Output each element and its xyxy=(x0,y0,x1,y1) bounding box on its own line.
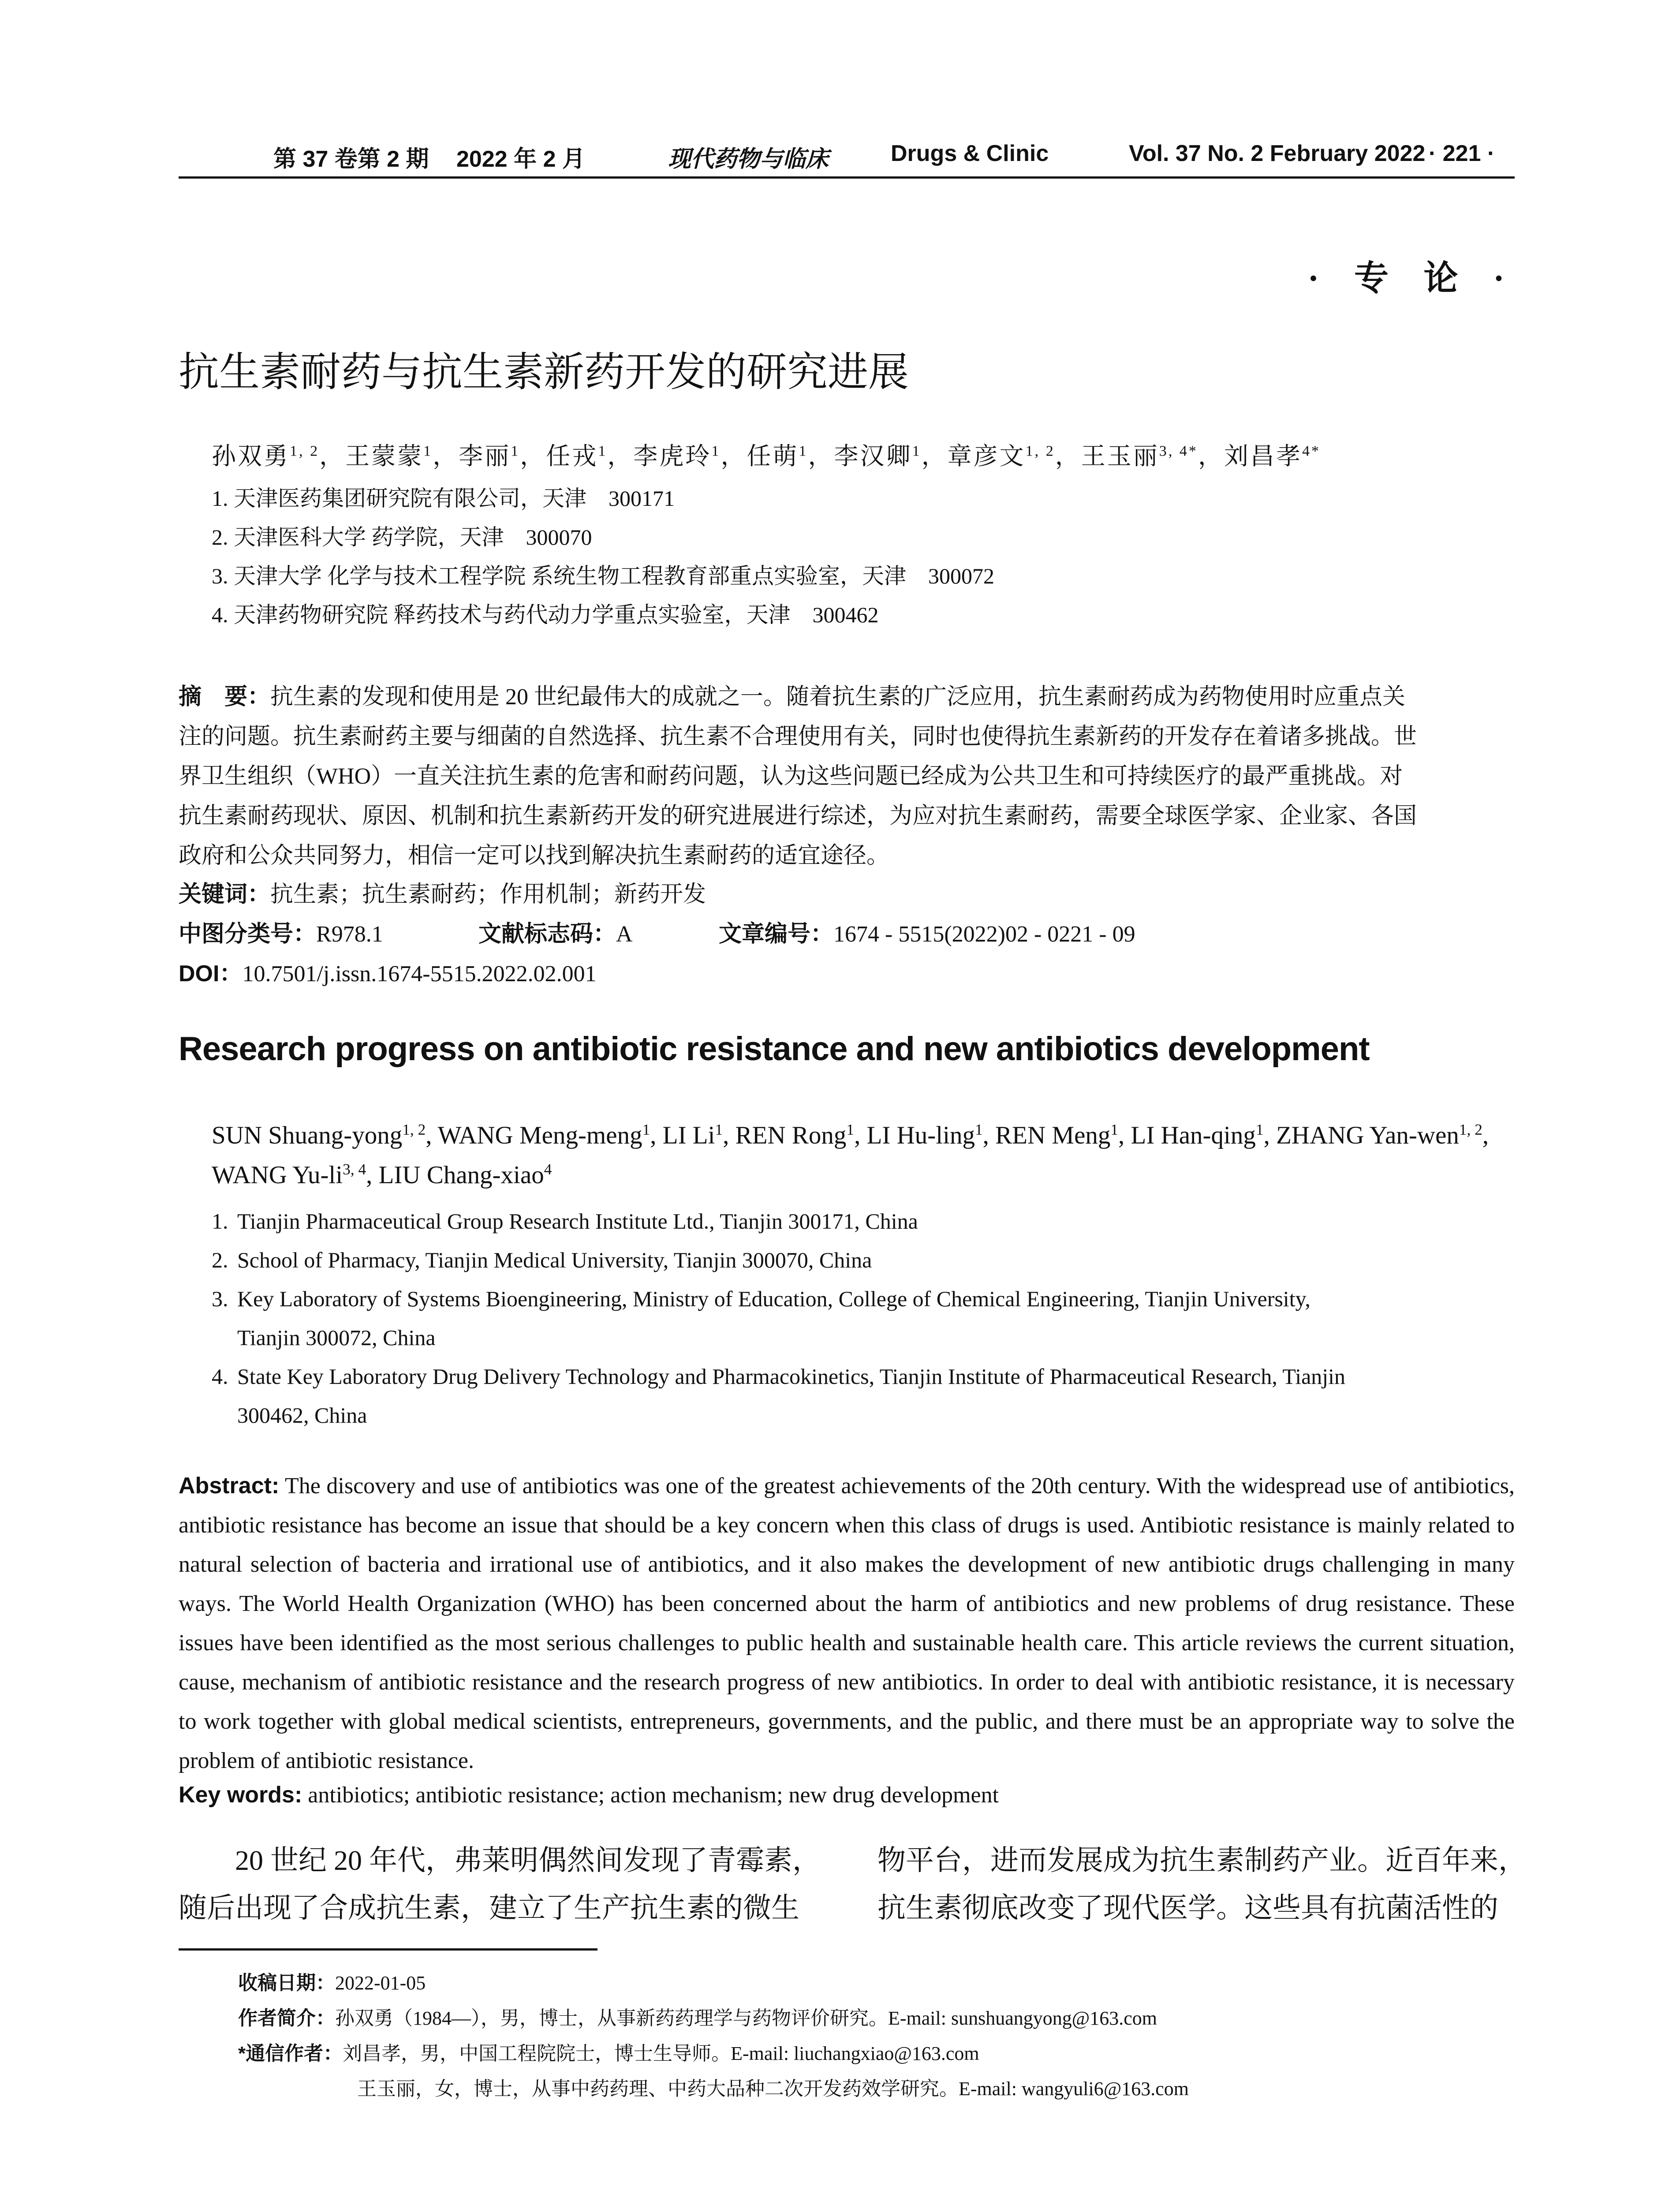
en-abstract-text: The discovery and use of antibiotics was one of the greatest achievements of the 20th century. With the widespread use of antibiotics, antibiotic resistance has become an issue that should be a key concern when this class of drugs is used. Antibiotic resistance is mainly related to natural selection of bacteria and irrational use of antibiotics, and it also makes the development of new antibiotic drugs challenging in many ways. The World Health Organization (WHO) has been concerned about the harm of antibiotics and new problems of drug resistance. These issues have been identified as the most serious challenges to public health and sustainable health care. This article reviews the current situation, cause, mechanism of antibiotic resistance and the research progress of new antibiotics. In order to deal with antibiotic resistance, it is necessary to work together with global medical scientists, entrepreneurs, governments, and the public, and there must be an appropriate way to solve the problem of antibiotic resistance. xyxy=(179,1473,1515,1773)
cn-affiliation-4: 4. 天津药物研究院 释药技术与药代动力学重点实验室，天津 300462 xyxy=(212,602,879,627)
en-keywords-text: antibiotics; antibiotic resistance; action mechanism; new drug development xyxy=(308,1783,999,1808)
clc-label: 中图分类号： xyxy=(179,921,317,947)
en-authors: SUN Shuang-yong$^{1, 2}$, WANG Meng-meng$^1$, LI Li$^1$, REN Rong$^1$, LI Hu-ling$^1$, REN Meng$^1$, LI Han-qing$^1$, ZHANG Yan-wen$^{1, 2}$, WANG Yu-li$^{3, 4}$, LIU Chang-xiao$^4$ xyxy=(212,1121,1489,1189)
cn-abstract-line: 抗生素的发现和使用是 20 世纪最伟大的成就之一。随着抗生素的广泛应用，抗生素耐药成为药物使用时应重点关 xyxy=(270,684,1406,710)
cn-abstract-line: 界卫生组织（WHO）一直关注抗生素的危害和耐药问题，认为这些问题已经成为公共卫生和可持续医疗的最严重挑战。对 xyxy=(179,764,1403,789)
doc-code-value: A xyxy=(616,922,633,947)
article-number-value: 1674 - 5515(2022)02 - 0221 - 09 xyxy=(833,922,1135,947)
header-journal-cn: 现代药物与临床 xyxy=(668,147,829,172)
en-title: Research progress on antibiotic resistance and new antibiotics development xyxy=(179,1030,1370,1068)
cn-author: 王玉丽$^{3, 4*}$ xyxy=(1081,443,1198,470)
cn-keywords-text: 抗生素；抗生素耐药；作用机制；新药开发 xyxy=(270,882,706,907)
en-author: WANG Yu-li$^{3, 4}$ xyxy=(212,1161,366,1189)
cn-author: 章彦文$^{1, 2}$ xyxy=(947,443,1055,470)
en-author: LI Hu-ling$^1$ xyxy=(866,1121,983,1149)
en-keywords xyxy=(179,1782,999,1808)
cn-keywords-label: 关键词： xyxy=(179,882,271,907)
en-author: SUN Shuang-yong$^{1, 2}$ xyxy=(212,1121,426,1149)
en-author: LIU Chang-xiao$^4$ xyxy=(378,1161,552,1189)
cn-abstract-line: 注的问题。抗生素耐药主要与细菌的自然选择、抗生素不合理使用有关，同时也使得抗生素新药的开发存在着诸多挑战。世 xyxy=(179,724,1417,749)
cn-title: 抗生素耐药与抗生素新药开发的研究进展 xyxy=(179,350,909,395)
en-author: LI Han-qing$^1$ xyxy=(1131,1121,1264,1149)
header-volume-issue: 第 37 卷第 2 期 xyxy=(273,146,429,172)
column-tag: · 专 论 · xyxy=(1307,259,1518,297)
en-author: ZHANG Yan-wen$^{1, 2}$ xyxy=(1276,1121,1482,1149)
en-abstract-label: Abstract: xyxy=(179,1473,280,1499)
doi xyxy=(179,955,597,988)
en-keywords-label: Key words: xyxy=(179,1782,302,1808)
body-paragraph-line: 随后出现了合成抗生素，建立了生产抗生素的微生 xyxy=(179,1892,799,1924)
article-number-label: 文章编号： xyxy=(719,921,834,947)
header-rule xyxy=(179,176,1515,179)
body-right-column xyxy=(877,1837,1527,1932)
en-affiliation-3: 3. Key Laboratory of Systems Bioengineering, Ministry of Education, College of Chemical Engineering, Tianjin University, Tianjin 300072, China xyxy=(212,1286,1310,1350)
footnote-author-bio: 作者简介：孙双勇（1984—），男，博士，从事新药药理学与药物评价研究。E-mail: sunshuangyong@163.com xyxy=(238,2007,1157,2029)
cn-keywords xyxy=(179,875,706,908)
body-paragraph-line: 抗生素彻底改变了现代医学。这些具有抗菌活性的 xyxy=(877,1892,1498,1924)
cn-author: 王蒙蒙$^1$ xyxy=(345,443,433,470)
doi-value[interactable]: 10.7501/j.issn.1674-5515.2022.02.001 xyxy=(242,961,597,987)
header-journal-en: Drugs & Clinic xyxy=(891,141,1049,166)
footnote-received: 收稿日期：2022-01-05 xyxy=(238,1972,426,1994)
cn-abstract-line: 政府和公众共同努力，相信一定可以找到解决抗生素耐药的适宜途径。 xyxy=(179,843,890,868)
en-affiliation-4: 4. State Key Laboratory Drug Delivery Technology and Pharmacokinetics, Tianjin Institute of Pharmaceutical Research, Tianjin 300462, China xyxy=(212,1364,1346,1428)
cn-author: 刘昌孝$^{4*}$ xyxy=(1224,443,1321,470)
cn-abstract-label: 摘 要： xyxy=(179,684,271,710)
footnote-corresponding-2: 王玉丽，女，博士，从事中药药理、中药大品种二次开发药效学研究。E-mail: wangyuli6@163.com xyxy=(357,2078,1189,2100)
doc-code xyxy=(478,915,633,948)
cn-affiliation-3: 3. 天津大学 化学与技术工程学院 系统生物工程教育部重点实验室，天津 300072 xyxy=(212,564,994,588)
en-affiliation-1: 1. Tianjin Pharmaceutical Group Research Institute Ltd., Tianjin 300171, China xyxy=(212,1209,918,1233)
body-left-column xyxy=(179,1837,821,1932)
cn-affiliation-1: 1. 天津医药集团研究院有限公司，天津 300171 xyxy=(212,486,675,511)
clc-value: R978.1 xyxy=(316,922,383,947)
en-author: REN Rong$^1$ xyxy=(735,1121,855,1149)
en-author: REN Meng$^1$ xyxy=(995,1121,1119,1149)
cn-authors: 孙双勇$^{1, 2}$，王蒙蒙$^1$，李丽$^1$，任戎$^1$，李虎玲$^1$，任萌$^1$，李汉卿$^1$，章彦文$^{1, 2}$，王玉丽$^{3, 4*}$，刘昌孝$^{4*}$ xyxy=(212,443,1321,470)
doc-code-label: 文献标志码： xyxy=(478,921,616,947)
article-number xyxy=(719,915,1135,948)
en-abstract xyxy=(179,1466,1515,1780)
cn-author: 李虎玲$^1$ xyxy=(633,443,721,470)
cn-abstract-line: 抗生素耐药现状、原因、机制和抗生素新药开发的研究进展进行综述，为应对抗生素耐药，需要全球医学家、企业家、各国 xyxy=(179,804,1417,829)
en-author: LI Li$^1$ xyxy=(662,1121,723,1149)
cn-abstract xyxy=(179,677,1515,876)
cn-author: 李丽$^1$ xyxy=(459,443,520,470)
cn-author: 孙双勇$^{1, 2}$ xyxy=(212,443,320,470)
footnote-rule xyxy=(179,1948,597,1951)
doi-label: DOI： xyxy=(179,961,243,987)
header-volume-en: Vol. 37 No. 2 February 2022 xyxy=(1129,141,1426,166)
en-author: WANG Meng-meng$^1$ xyxy=(437,1121,650,1149)
body-paragraph-line: 20 世纪 20 年代，弗莱明偶然间发现了青霉素， xyxy=(235,1845,821,1876)
cn-author: 任萌$^1$ xyxy=(747,443,808,470)
body-paragraph-line: 物平台，进而发展成为抗生素制药产业。近百年来， xyxy=(877,1845,1527,1876)
header-date: 2022 年 2 月 xyxy=(456,146,585,172)
classification-row xyxy=(179,915,383,948)
cn-author: 李汉卿$^1$ xyxy=(834,443,922,470)
cn-author: 任戎$^1$ xyxy=(546,443,608,470)
en-affiliation-2: 2. School of Pharmacy, Tianjin Medical University, Tianjin 300070, China xyxy=(212,1248,872,1272)
footnote-corresponding: *通信作者：刘昌孝，男，中国工程院院士，博士生导师。E-mail: liuchangxiao@163.com xyxy=(238,2043,979,2064)
header-page-number: · 221 · xyxy=(1429,141,1495,166)
cn-affiliation-2: 2. 天津医科大学 药学院，天津 300070 xyxy=(212,525,592,549)
